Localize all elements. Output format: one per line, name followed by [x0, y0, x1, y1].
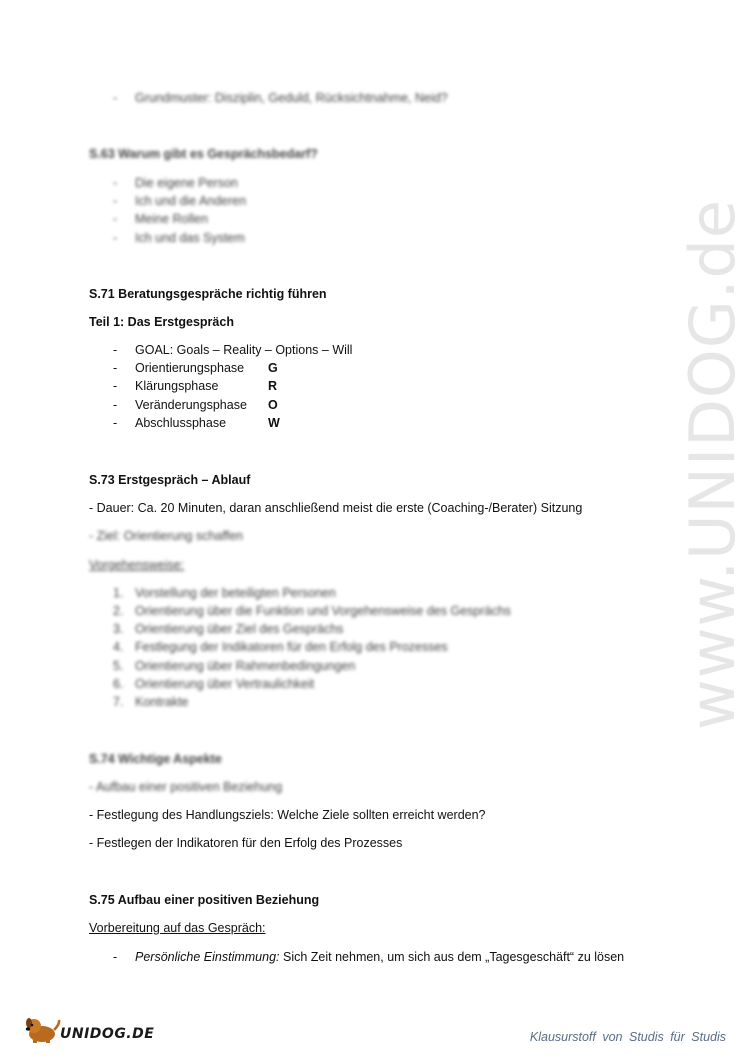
list-dash: -: [113, 194, 118, 208]
section-heading-s73: S.73 Erstgespräch – Ablauf: [89, 473, 251, 487]
list-dash: -: [113, 379, 118, 393]
step-item: Orientierung über die Funktion und Vorgehensweise des Gesprächs: [135, 604, 511, 618]
step-number: 4.: [113, 640, 124, 654]
subheading: Teil 1: Das Erstgespräch: [89, 315, 234, 329]
list-item: Die eigene Person: [135, 176, 238, 190]
list-dash: -: [113, 343, 118, 357]
step-item: Festlegung der Indikatoren für den Erfolg des Prozesses: [135, 640, 448, 654]
watermark: www.UNIDOG.de: [676, 199, 749, 730]
step-number: 6.: [113, 677, 124, 691]
step-number: 1.: [113, 586, 124, 600]
phase-letter: W: [268, 416, 280, 430]
phase-name: Orientierungsphase: [135, 361, 245, 375]
aspect-line: - Festlegen der Indikatoren für den Erfolg des Prozesses: [89, 836, 403, 850]
procedure-label: Vorgehensweise:: [89, 558, 185, 572]
step-item: Vorstellung der beteiligten Personen: [135, 586, 336, 600]
list-dash: -: [113, 91, 118, 105]
section-heading-s63: S.63 Warum gibt es Gesprächsbedarf?: [89, 147, 318, 161]
phase-name: Abschlussphase: [135, 416, 227, 430]
list-dash: -: [113, 416, 118, 430]
list-item: Grundmuster: Disziplin, Geduld, Rücksichtnahme, Neid?: [135, 91, 448, 105]
step-number: 7.: [113, 695, 124, 709]
list-dash: -: [113, 361, 118, 375]
duration-line: - Dauer: Ca. 20 Minuten, daran anschließend meist die erste (Coaching-/Berater) Sitzung: [89, 501, 583, 515]
dog-logo-icon: [24, 1014, 62, 1047]
list-item: Ich und das System: [135, 231, 245, 245]
list-item: [135, 950, 624, 964]
list-dash: -: [113, 398, 118, 412]
prep-label: Vorbereitung auf das Gespräch:: [89, 921, 266, 935]
section-heading-s74: S.74 Wichtige Aspekte: [89, 752, 222, 766]
list-dash: -: [113, 950, 118, 964]
list-dash: -: [113, 212, 118, 226]
footer-logo-text: UNIDOG.DE: [60, 1026, 155, 1042]
phase-name: Veränderungsphase: [135, 398, 247, 412]
step-number: 2.: [113, 604, 124, 618]
list-item: Meine Rollen: [135, 212, 208, 226]
step-item: Orientierung über Ziel des Gesprächs: [135, 622, 344, 636]
aspect-line: - Festlegung des Handlungsziels: Welche Ziele sollten erreicht werden?: [89, 808, 486, 822]
footer-tagline: Klausurstoff von Studis für Studis: [529, 1030, 726, 1044]
section-heading-s75: S.75 Aufbau einer positiven Beziehung: [89, 893, 320, 907]
aspect-line: - Aufbau einer positiven Beziehung: [89, 780, 283, 794]
list-item: Ich und die Anderen: [135, 194, 247, 208]
list-dash: -: [113, 231, 118, 245]
phase-name: Klärungsphase: [135, 379, 219, 393]
step-item: Orientierung über Rahmenbedingungen: [135, 659, 356, 673]
step-item: Kontrakte: [135, 695, 189, 709]
phase-letter: R: [268, 379, 278, 393]
list-dash: -: [113, 176, 118, 190]
goal-line: - Ziel: Orientierung schaffen: [89, 529, 244, 543]
section-heading-s71: S.71 Beratungsgespräche richtig führen: [89, 287, 327, 301]
phase-letter: G: [268, 361, 278, 375]
item-text: Sich Zeit nehmen, um sich aus dem „Tagesgeschäft“ zu lösen: [279, 950, 625, 964]
item-emphasis: Persönliche Einstimmung:: [135, 950, 280, 964]
step-number: 5.: [113, 659, 124, 673]
list-item: GOAL: Goals – Reality – Options – Will: [135, 343, 353, 357]
step-item: Orientierung über Vertraulichkeit: [135, 677, 315, 691]
step-number: 3.: [113, 622, 124, 636]
phase-letter: O: [268, 398, 278, 412]
